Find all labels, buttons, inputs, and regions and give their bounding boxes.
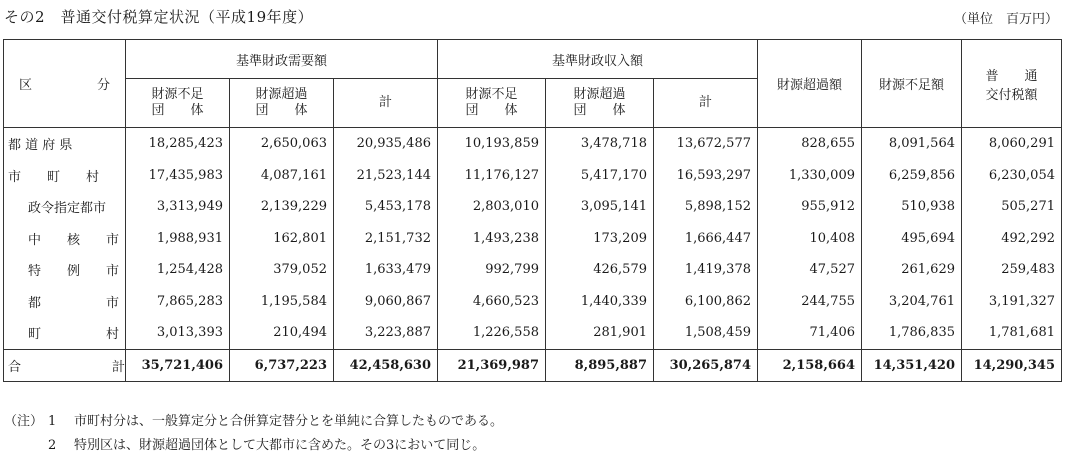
table-cell: 1,786,835 — [862, 317, 962, 349]
table-cell: 71,406 — [758, 317, 862, 349]
table-row — [4, 191, 1062, 223]
table-cell: 1,254,428 — [126, 254, 230, 286]
table-body — [4, 128, 1062, 382]
row-label: 政令指定都市 — [4, 191, 126, 223]
table-cell: 8,895,887 — [546, 349, 654, 382]
table-cell: 3,204,761 — [862, 286, 962, 318]
notes — [4, 410, 503, 458]
row-label: 特 例 市 — [4, 254, 126, 286]
table-cell: 3,095,141 — [546, 191, 654, 223]
table-cell: 2,803,010 — [438, 191, 546, 223]
table-cell: 1,493,238 — [438, 223, 546, 255]
table-cell: 16,593,297 — [654, 160, 758, 192]
table-cell: 3,313,949 — [126, 191, 230, 223]
total-row — [4, 349, 1062, 382]
table-row — [4, 160, 1062, 192]
note-number: 1 — [48, 414, 57, 429]
table-cell: 18,285,423 — [126, 128, 230, 160]
header-revenue-total: 計 — [654, 79, 758, 128]
header-revenue-surplus-entity: 財源超過 団 体 — [546, 79, 654, 128]
table-cell: 1,226,558 — [438, 317, 546, 349]
row-label: 中 核 市 — [4, 223, 126, 255]
table-cell: 3,013,393 — [126, 317, 230, 349]
header-grant-amount: 普 通 交付税額 — [962, 40, 1062, 128]
table-cell: 1,330,009 — [758, 160, 862, 192]
table-row — [4, 254, 1062, 286]
header-kubun: 区 分 — [4, 40, 126, 128]
table-cell: 10,408 — [758, 223, 862, 255]
table-cell: 6,230,054 — [962, 160, 1062, 192]
table-cell: 5,417,170 — [546, 160, 654, 192]
table-cell: 2,139,229 — [230, 191, 334, 223]
table-cell: 1,508,459 — [654, 317, 758, 349]
table-cell: 30,265,874 — [654, 349, 758, 382]
header-shortfall-amount: 財源不足額 — [862, 40, 962, 128]
table-cell: 7,865,283 — [126, 286, 230, 318]
table-cell: 20,935,486 — [334, 128, 438, 160]
note-1 — [4, 410, 503, 434]
row-label: 都 道 府 県 — [4, 128, 126, 160]
table-cell: 505,271 — [962, 191, 1062, 223]
table-cell: 210,494 — [230, 317, 334, 349]
table-row — [4, 317, 1062, 349]
table-cell: 2,650,063 — [230, 128, 334, 160]
table-cell: 1,195,584 — [230, 286, 334, 318]
table-cell: 955,912 — [758, 191, 862, 223]
table-cell: 4,087,161 — [230, 160, 334, 192]
table-cell: 13,672,577 — [654, 128, 758, 160]
row-label: 合 計 — [4, 349, 126, 382]
table-cell: 426,579 — [546, 254, 654, 286]
table-cell: 259,483 — [962, 254, 1062, 286]
table-cell: 8,091,564 — [862, 128, 962, 160]
page-title: その2 普通交付税算定状況（平成19年度） — [4, 8, 314, 26]
grant-calculation-table — [3, 39, 1062, 382]
table-cell: 495,694 — [862, 223, 962, 255]
header-revenue-shortfall-entity: 財源不足 団 体 — [438, 79, 546, 128]
table-cell: 8,060,291 — [962, 128, 1062, 160]
table-cell: 3,191,327 — [962, 286, 1062, 318]
table-cell: 510,938 — [862, 191, 962, 223]
table-cell: 6,259,856 — [862, 160, 962, 192]
table-cell: 828,655 — [758, 128, 862, 160]
table-cell: 5,898,152 — [654, 191, 758, 223]
table-cell: 379,052 — [230, 254, 334, 286]
table-cell: 6,100,862 — [654, 286, 758, 318]
table-cell: 47,527 — [758, 254, 862, 286]
table-cell: 9,060,867 — [334, 286, 438, 318]
row-label: 都 市 — [4, 286, 126, 318]
header-demand-total: 計 — [334, 79, 438, 128]
table-row — [4, 128, 1062, 160]
table-cell: 35,721,406 — [126, 349, 230, 382]
table-cell: 1,419,378 — [654, 254, 758, 286]
table-cell: 6,737,223 — [230, 349, 334, 382]
header-revenue-group: 基準財政収入額 — [438, 40, 758, 79]
table-cell: 5,453,178 — [334, 191, 438, 223]
table-cell: 162,801 — [230, 223, 334, 255]
note-text: 市町村分は、一般算定分と合併算定替分とを単純に合算したものである。 — [74, 414, 504, 429]
header-demand-surplus-entity: 財源超過 団 体 — [230, 79, 334, 128]
table-cell: 11,176,127 — [438, 160, 546, 192]
note-prefix: （注） — [4, 414, 44, 429]
note-text: 特別区は、財源超過団体として大都市に含めた。その3において同じ。 — [74, 438, 486, 453]
table-cell: 3,223,887 — [334, 317, 438, 349]
header-surplus-amount: 財源超過額 — [758, 40, 862, 128]
header-demand-group: 基準財政需要額 — [126, 40, 438, 79]
table-cell: 21,523,144 — [334, 160, 438, 192]
table-cell: 173,209 — [546, 223, 654, 255]
unit-label: （単位 百万円） — [953, 12, 1058, 27]
table-cell: 14,351,420 — [862, 349, 962, 382]
row-label: 市 町 村 — [4, 160, 126, 192]
table-cell: 492,292 — [962, 223, 1062, 255]
table-cell: 244,755 — [758, 286, 862, 318]
table-cell: 1,988,931 — [126, 223, 230, 255]
table-cell: 42,458,630 — [334, 349, 438, 382]
note-number: 2 — [48, 438, 57, 453]
table-cell: 281,901 — [546, 317, 654, 349]
row-label: 町 村 — [4, 317, 126, 349]
table-cell: 17,435,983 — [126, 160, 230, 192]
table-row — [4, 286, 1062, 318]
table-cell: 1,440,339 — [546, 286, 654, 318]
table-cell: 261,629 — [862, 254, 962, 286]
table-row — [4, 223, 1062, 255]
table-cell: 10,193,859 — [438, 128, 546, 160]
table-cell: 3,478,718 — [546, 128, 654, 160]
table-cell: 1,781,681 — [962, 317, 1062, 349]
table-cell: 2,158,664 — [758, 349, 862, 382]
table-cell: 4,660,523 — [438, 286, 546, 318]
table-cell: 2,151,732 — [334, 223, 438, 255]
header-demand-shortfall-entity: 財源不足 団 体 — [126, 79, 230, 128]
table-cell: 1,666,447 — [654, 223, 758, 255]
table-cell: 992,799 — [438, 254, 546, 286]
note-2 — [4, 434, 503, 458]
table-cell: 1,633,479 — [334, 254, 438, 286]
table-cell: 21,369,987 — [438, 349, 546, 382]
table-cell: 14,290,345 — [962, 349, 1062, 382]
